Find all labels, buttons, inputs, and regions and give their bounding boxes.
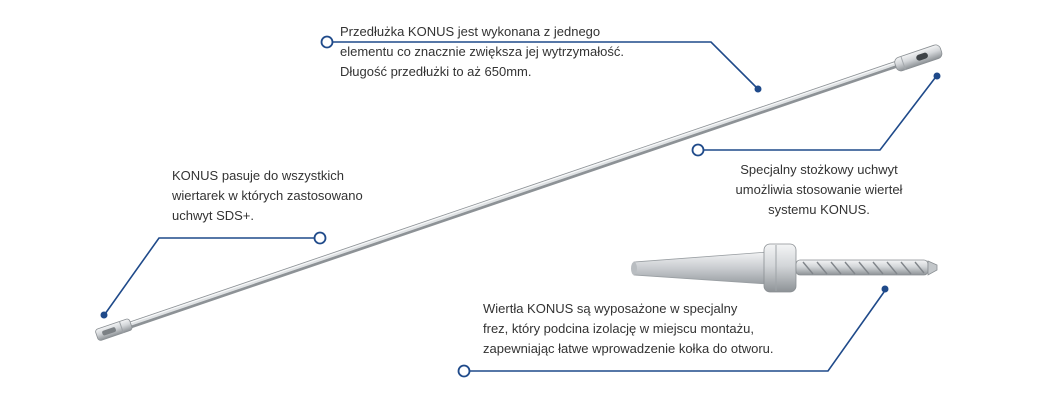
callout-drill-bits: Wiertła KONUS są wyposażone w specjalny frez, który podcina izolację w miejscu montażu, zapewniając łatwe wprowadzenie kołka do otworu.: [483, 301, 774, 356]
leader-holder: [693, 73, 941, 156]
leader-sds: [101, 233, 326, 319]
callout-sds-compatibility: KONUS pasuje do wszystkich wiertarek w których zastosowano uchwyt SDS+.: [172, 168, 363, 223]
drill-bit: [631, 244, 937, 292]
holder-head: [893, 44, 943, 73]
callout-conical-holder: Specjalny stożkowy uchwyt umożliwia stosowanie wierteł systemu KONUS.: [735, 162, 903, 217]
callout-extension: Przedłużka KONUS jest wykonana z jednego elementu co znacznie zwiększa jej wytrzymałość. Długość przedłużki to aż 650mm.: [340, 24, 624, 79]
sds-shank: [95, 318, 133, 341]
